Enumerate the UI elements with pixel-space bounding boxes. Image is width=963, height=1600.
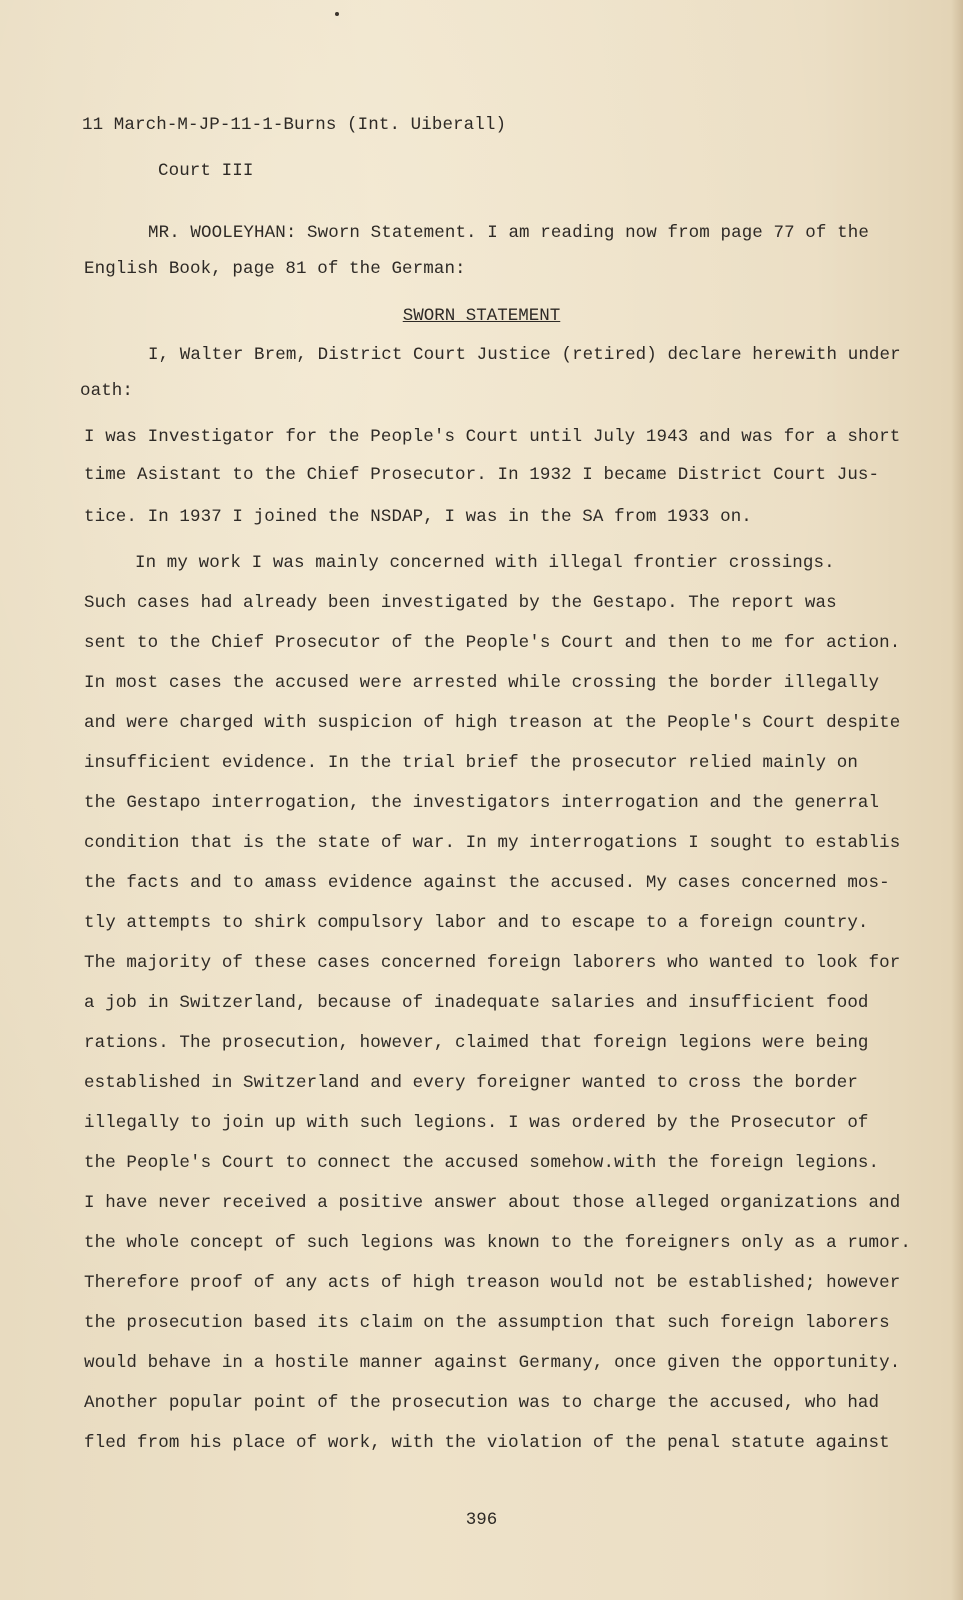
paragraph2-line-18: the whole concept of such legions was known to the foreigners only as a rumor. (84, 1233, 911, 1253)
paragraph2-line-17: I have never received a positive answer about those alleged organizations and (84, 1193, 901, 1213)
page-number: 396 (465, 1510, 498, 1530)
intro-line-1: MR. WOOLEYHAN: Sworn Statement. I am reading now from page 77 of the (148, 223, 869, 243)
paragraph2-line-4: In most cases the accused were arrested while crossing the border illegally (84, 673, 880, 693)
paragraph2-line-20: the prosecution based its claim on the assumption that such foreign laborers (84, 1313, 890, 1333)
paragraph2-line-9: the facts and to amass evidence against the accused. My cases concerned mos- (84, 873, 890, 893)
intro-line-2: English Book, page 81 of the German: (84, 259, 466, 279)
court-label: Court III (158, 161, 254, 181)
paragraph2-line-1: In my work I was mainly concerned with illegal frontier crossings. (135, 553, 835, 573)
paragraph2-line-14: established in Switzerland and every foreigner wanted to cross the border (84, 1073, 858, 1093)
paragraph2-line-2: Such cases had already been investigated by the Gestapo. The report was (84, 593, 837, 613)
paragraph2-line-5: and were charged with suspicion of high treason at the People's Court despite (84, 713, 901, 733)
paragraph2-line-12: a job in Switzerland, because of inadequate salaries and insufficient food (84, 993, 869, 1013)
declaration-line-1: I, Walter Brem, District Court Justice (retired) declare herewith under (148, 345, 901, 365)
page-edge-shadow (951, 0, 963, 1600)
paragraph1-line-3: tice. In 1937 I joined the NSDAP, I was in the SA from 1933 on. (84, 507, 752, 527)
paragraph2-line-10: tly attempts to shirk compulsory labor and to escape to a foreign country. (84, 913, 869, 933)
paragraph2-line-22: Another popular point of the prosecution was to charge the accused, who had (84, 1393, 880, 1413)
paragraph1-line-2: time Asistant to the Chief Prosecutor. In 1932 I became District Court Jus- (84, 465, 880, 485)
paragraph2-line-21: would behave in a hostile manner against Germany, once given the opportunity. (84, 1353, 901, 1373)
paragraph2-line-7: the Gestapo interrogation, the investigators interrogation and the generral (84, 793, 880, 813)
paragraph1-line-1: I was Investigator for the People's Court until July 1943 and was for a short (84, 427, 901, 447)
paragraph2-line-6: insufficient evidence. In the trial brief the prosecutor relied mainly on (84, 753, 858, 773)
paragraph2-line-23: fled from his place of work, with the violation of the penal statute against (84, 1433, 890, 1453)
paragraph2-line-11: The majority of these cases concerned foreign laborers who wanted to look for (84, 953, 901, 973)
document-reference: 11 March-M-JP-11-1-Burns (Int. Uiberall) (82, 115, 507, 135)
statement-title: SWORN STATEMENT (402, 306, 561, 326)
paragraph2-line-15: illegally to join up with such legions. I was ordered by the Prosecutor of (84, 1113, 869, 1133)
paragraph2-line-3: sent to the Chief Prosecutor of the People's Court and then to me for action. (84, 633, 901, 653)
paragraph2-line-13: rations. The prosecution, however, claimed that foreign legions were being (84, 1033, 869, 1053)
paragraph2-line-19: Therefore proof of any acts of high treason would not be established; however (84, 1273, 901, 1293)
paragraph2-line-8: condition that is the state of war. In my interrogations I sought to establis (84, 833, 901, 853)
punch-mark (335, 12, 339, 16)
paragraph2-line-16: the People's Court to connect the accused somehow.with the foreign legions. (84, 1153, 880, 1173)
declaration-line-2: oath: (80, 381, 134, 401)
